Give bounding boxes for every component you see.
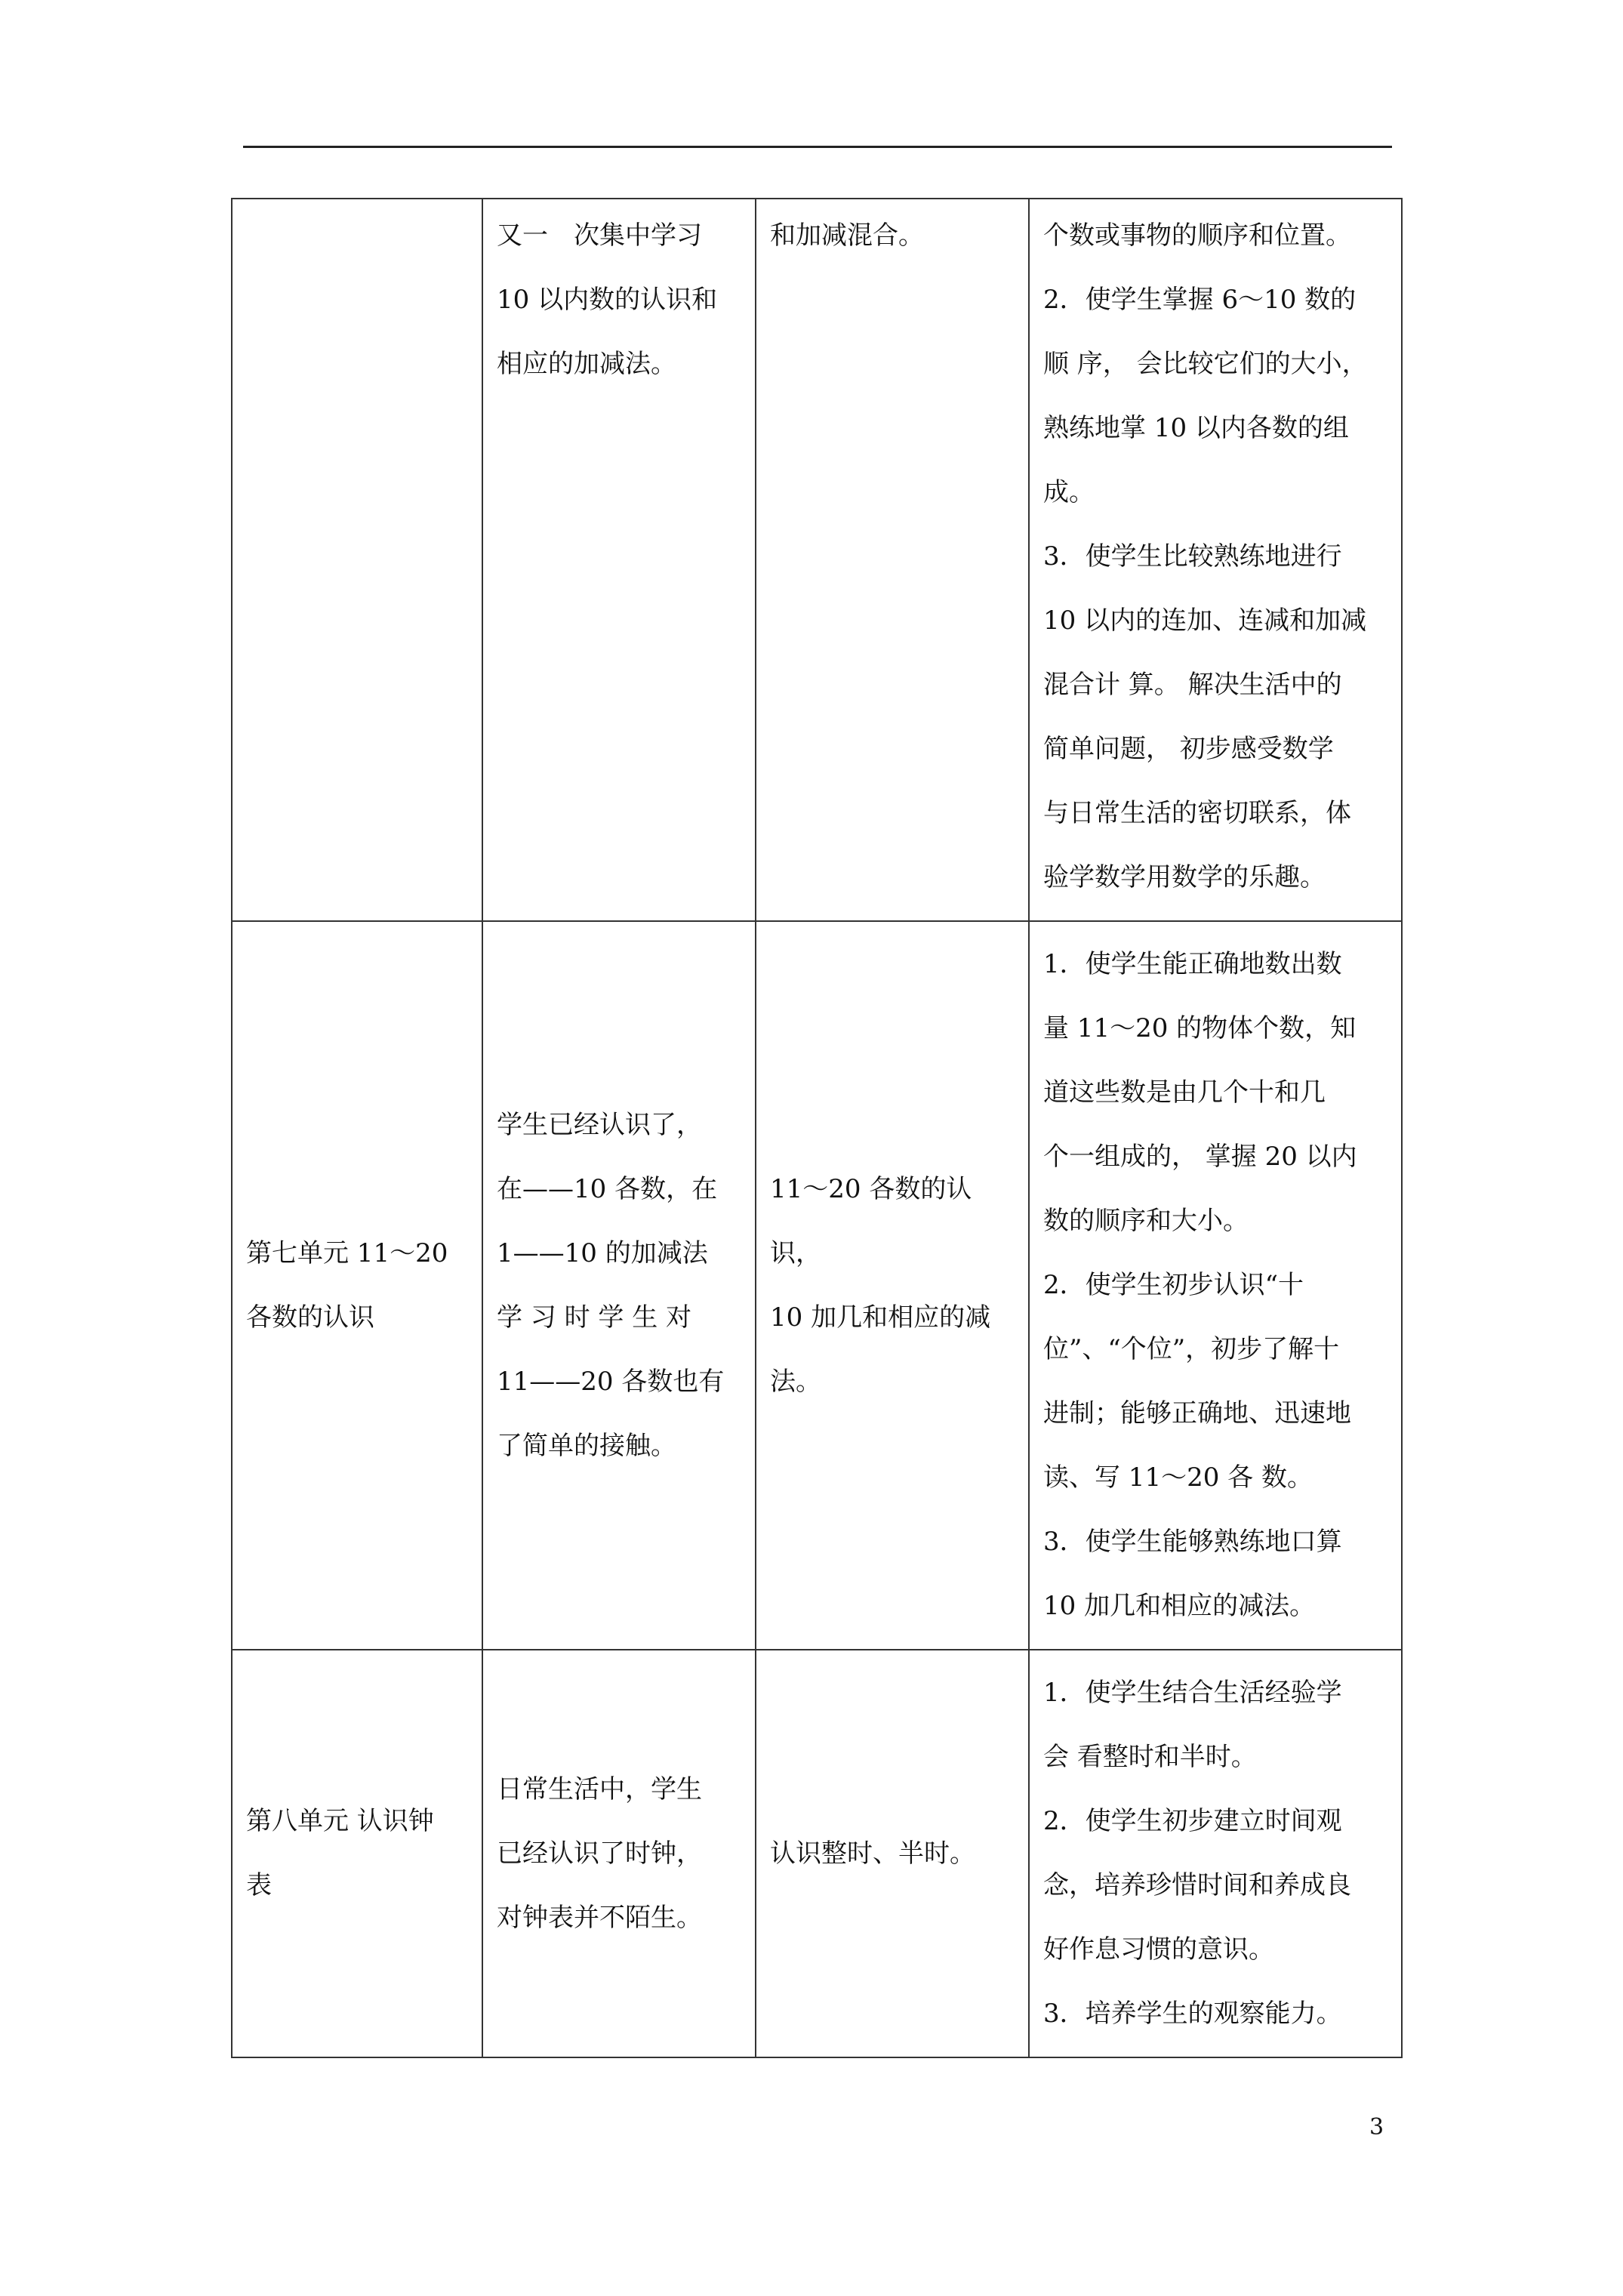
goals-cell: 个数或事物的顺序和位置。 2．使学生掌握 6～10 数的 顺 序， 会比较它们的大小， 熟练地掌 10 以内各数的组 成。 3．使学生比较熟练地进行 10 以内的连加、连减和加减 混合计 算。 解决生活中的 简单问题， 初步感受数学 与日常生活的密切联系，体 验学数学用数学的乐趣。 [1029, 199, 1402, 921]
content-cell: 11～20 各数的认识， 10 加几和相应的减 法。 [756, 921, 1029, 1650]
table-row [232, 1650, 1402, 2057]
basis-cell: 学生已经认识了， 在——10 各数，在 1——10 的加减法 学 习 时 学 生 对 11——20 各数也有 了简单的接触。 [482, 921, 756, 1650]
goals-cell: 1．使学生能正确地数出数 量 11～20 的物体个数，知 道这些数是由几个十和几 个一组成的， 掌握 20 以内 数的顺序和大小。 2．使学生初步认识“十 位”、“个位”，初步了解十 进制；能够正确地、迅速地 读、写 11～20 各 数。 3．使学生能够熟练地口算 10 加几和相应的减法。 [1029, 921, 1402, 1650]
goals-cell: 1．使学生结合生活经验学 会 看整时和半时。 2．使学生初步建立时间观 念，培养珍惜时间和养成良 好作息习惯的意识。 3．培养学生的观察能力。 [1029, 1650, 1402, 2057]
unit-cell: 第七单元 11～20 各数的认识 [232, 921, 482, 1650]
page-number: 3 [1369, 2114, 1384, 2140]
header-rule [243, 146, 1392, 148]
basis-cell: 日常生活中，学生 已经认识了时钟， 对钟表并不陌生。 [482, 1650, 756, 2057]
content-cell: 和加减混合。 [756, 199, 1029, 921]
table-row [232, 199, 1402, 921]
unit-cell: 第八单元 认识钟 表 [232, 1650, 482, 2057]
table-row [232, 921, 1402, 1650]
basis-cell: 又一 次集中学习 10 以内数的认识和 相应的加减法。 [482, 199, 756, 921]
unit-cell [232, 199, 482, 921]
teaching-plan-table [231, 198, 1403, 2058]
content-cell: 认识整时、半时。 [756, 1650, 1029, 2057]
